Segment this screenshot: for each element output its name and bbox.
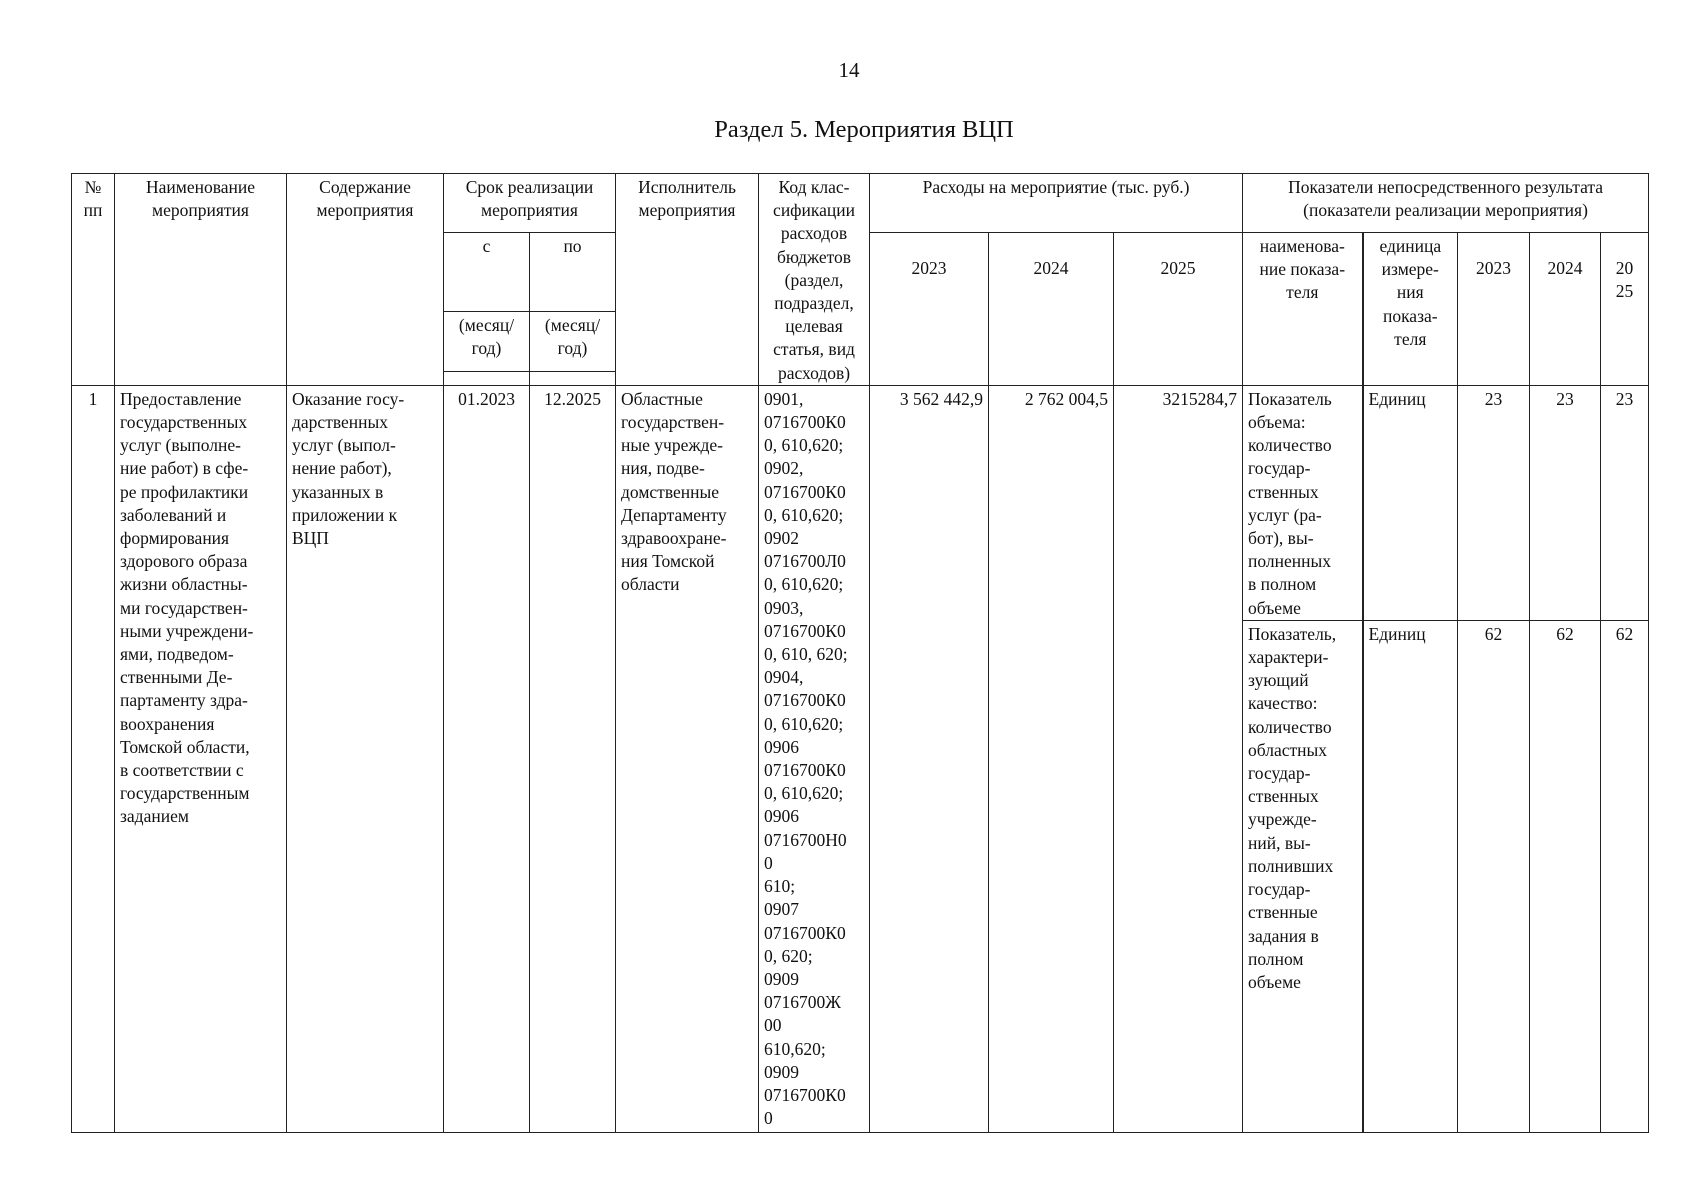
- indicator-name: Показатель объема: количество государ- ственных услуг (ра- бот), вы- полненных в полном объеме: [1243, 385, 1363, 620]
- indicator-name: Показатель, характери- зующий качество: количество областных государ- ственных учрежде- ний, вы- полнивших государ- ственные задания в полном объеме: [1243, 620, 1363, 1132]
- header-exp-2025: 2025: [1114, 233, 1243, 386]
- header-ind-2025: 20 25: [1601, 233, 1649, 386]
- row-exp-2025: 3215284,7: [1114, 385, 1243, 1132]
- header-term-spacer-to: [530, 371, 616, 385]
- header-content: Содержание мероприятия: [287, 174, 444, 386]
- row-code: 0901, 0716700К0 0, 610,620; 0902, 0716700К0 0, 610,620; 0902 0716700Л0 0, 610,620; 0903, 0716700К0 0, 610, 620; 0904, 0716700К0 0, 610,620; 0906 0716700К0 0, 610,620; 0906 0716700Н0 0 610; 0907 0716700К0 0, 620; 0909 0716700Ж 00 610,620; 0909 0716700К0 0: [759, 385, 870, 1132]
- header-term-from-unit: (месяц/ год): [444, 311, 530, 371]
- row-term-from: 01.2023: [444, 385, 530, 1132]
- indicator-2023: 23: [1458, 385, 1530, 620]
- indicator-2023: 62: [1458, 620, 1530, 1132]
- indicator-unit: Единиц: [1363, 620, 1458, 1132]
- row-content: Оказание госу- дарственных услуг (выпол- нение работ), указанных в приложении к ВЦП: [287, 385, 444, 1132]
- header-term-spacer-from: [444, 371, 530, 385]
- header-num: № пп: [72, 174, 115, 386]
- header-exp-2023: 2023: [870, 233, 989, 386]
- row-num: 1: [72, 385, 115, 1132]
- header-expenses: Расходы на мероприятие (тыс. руб.): [870, 174, 1243, 233]
- row-name: Предоставление государственных услуг (выполне- ние работ) в сфе- ре профилактики заболеваний и формирования здорового образа жизни областны- ми государствен- ными учреждени- ями, подведом- ственными Де- партаменту здра- воохранения Томской области, в соответствии с государственным заданием: [115, 385, 287, 1132]
- indicator-2025: 23: [1601, 385, 1649, 620]
- row-exp-2024: 2 762 004,5: [989, 385, 1114, 1132]
- events-table: [71, 173, 1649, 1133]
- page-number: 14: [838, 58, 860, 82]
- section-title: Раздел 5. Мероприятия ВЦП: [714, 116, 1014, 143]
- header-ind-2024: 2024: [1530, 233, 1601, 386]
- row-term-to: 12.2025: [530, 385, 616, 1132]
- header-ind-name: наименова- ние показа- теля: [1243, 233, 1363, 386]
- header-ind-unit: единица измере- ния показа- теля: [1363, 233, 1458, 386]
- header-row-1: [72, 174, 1649, 233]
- indicator-unit: Единиц: [1363, 385, 1458, 620]
- indicator-2025: 62: [1601, 620, 1649, 1132]
- header-name: Наименование мероприятия: [115, 174, 287, 386]
- table-row: [72, 385, 1649, 620]
- indicator-2024: 23: [1530, 385, 1601, 620]
- row-exp-2023: 3 562 442,9: [870, 385, 989, 1132]
- header-term-from: с: [444, 233, 530, 312]
- header-term: Срок реализации мероприятия: [444, 174, 616, 233]
- header-exp-2024: 2024: [989, 233, 1114, 386]
- header-term-to: по: [530, 233, 616, 312]
- indicator-2024: 62: [1530, 620, 1601, 1132]
- row-executor: Областные государствен- ные учрежде- ния, подве- домственные Департаменту здравоохране- ния Томской области: [616, 385, 759, 1132]
- header-code: Код клас- сификации расходов бюджетов (раздел, подраздел, целевая статья, вид расходов): [759, 174, 870, 386]
- header-executor: Исполнитель мероприятия: [616, 174, 759, 386]
- header-indicators: Показатели непосредственного результата (показатели реализации мероприятия): [1243, 174, 1649, 233]
- header-ind-2023: 2023: [1458, 233, 1530, 386]
- header-term-to-unit: (месяц/ год): [530, 311, 616, 371]
